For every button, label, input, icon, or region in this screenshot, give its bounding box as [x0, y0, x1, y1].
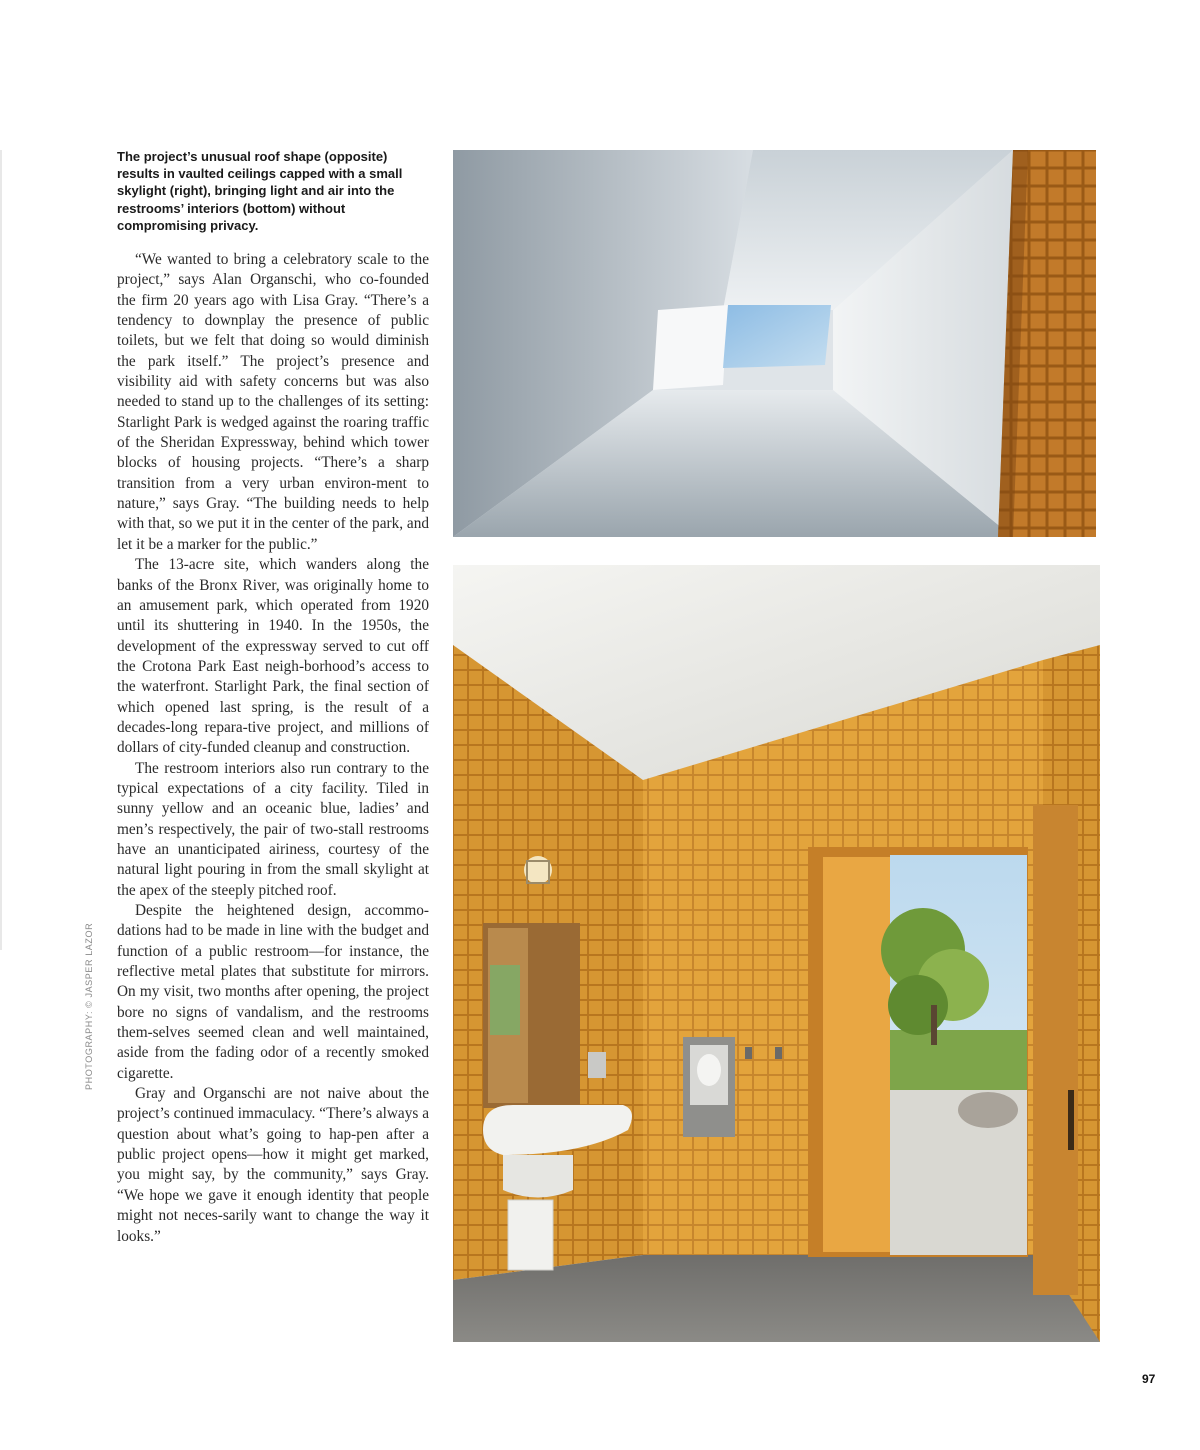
- article-paragraph: “We wanted to bring a celebratory scale to the project,” says Alan Organschi, who co-founded the firm 20 years ago with Lisa Gray. “There’s a tendency to downplay the presence of public toilets, but we felt that doing so would diminish the park itself.” The project’s presence and visibility aid with safety concerns but was also needed to stand up to the challenges of its setting: Starlight Park is wedged against the roaring traffic of the Sheridan Expressway, behind which tower blocks of housing projects. “There’s a sharp transition from a very urban environ-ment to nature,” says Gray. “The building needs to help with that, so we put it in the center of the park, and let it be a marker for the public.”: [117, 251, 429, 553]
- photo-caption: The project’s unusual roof shape (opposite) results in vaulted ceilings capped with a small skylight (right), bringing light and air into the restrooms’ interiors (bottom) without compromising privacy.: [117, 149, 403, 233]
- page-edge-mark: [0, 150, 2, 950]
- restroom-interior-photo: [453, 565, 1100, 1342]
- article-paragraph: The restroom interiors also run contrary to the typical expectations of a city facility. Tiled in sunny yellow and an oceanic blue, ladies’ and men’s respectively, the pair of two-stall restrooms have an unanticipated airiness, courtesy of the natural light pouring in from the small skylight at the apex of the steeply pitched roof.: [117, 759, 429, 899]
- skylight-photo: [453, 150, 1096, 537]
- article-paragraph: Despite the heightened design, accommo-dations had to be made in line with the budget and function of a public restroom—for instance, the reflective metal plates that substitute for mirrors. On my visit, two months after opening, the project bore no signs of vandalism, and the restrooms them-selves seemed clean and well maintained, aside from the fading odor of a recently smoked cigarette.: [117, 902, 429, 1082]
- article-paragraph: The 13-acre site, which wanders along the banks of the Bronx River, was originally home to an amusement park, which operated from 1920 until its shuttering in 1940. In the 1950s, the development of the expressway served to cut off the Crotona Park East neigh-borhood’s access to the waterfront. Starlight Park, the final section of which opened last spring, is the result of a decades-long repara-tive project, and millions of dollars of city-funded cleanup and construction.: [117, 556, 429, 757]
- article-paragraph: Gray and Organschi are not naive about the project’s continued immaculacy. “There’s always a question about what’s going to hap-pen after a public project opens—how it might get marked, you might say, by the community,” says Gray. “We hope we gave it enough identity that people might not neces-sarily want to change the way it looks.”: [117, 1085, 429, 1245]
- photo-credit: PHOTOGRAPHY: © JASPER LAZOR: [84, 922, 94, 1090]
- article-body: [117, 250, 429, 1247]
- page-number: 97: [1142, 1372, 1156, 1386]
